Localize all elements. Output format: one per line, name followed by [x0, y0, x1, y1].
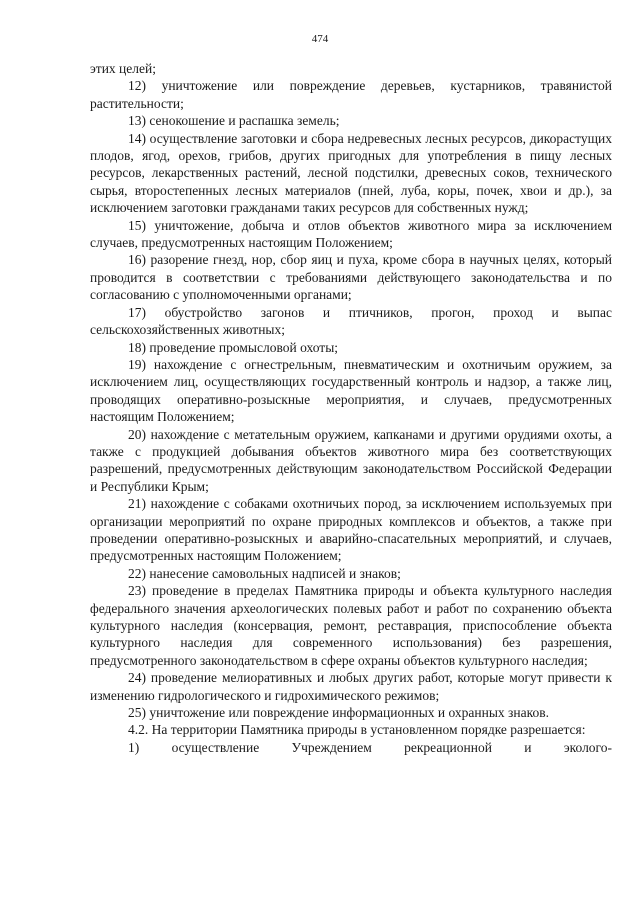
list-item-12: 12) уничтожение или повреждение деревьев, кустарников, травянистой растительности; — [90, 78, 612, 111]
list-item-21: 21) нахождение с собаками охотничьих пород, за исключением используемых при организации мероприятий по охране природных комплексов и объектов, а также при проведении оперативно-розыскных и аварийно-спасательных мероприятий, и случаев, предусмотренных настоящим Положением; — [90, 496, 612, 564]
list-item-17: 17) обустройство загонов и птичников, прогон, проход и выпас сельскохозяйственных животных; — [90, 304, 612, 338]
list-item-16: 16) разорение гнезд, нор, сбор яиц и пуха, кроме сбора в научных целях, который проводится в соответствии с требованиями действующего законодательства и по согласованию с уполномоченными органами; — [90, 252, 612, 303]
document-body — [90, 60, 612, 756]
list-item-20: 20) нахождение с метательным оружием, капканами и другими орудиями охоты, а также с продукцией добывания объектов животного мира без соответствующих разрешений, предусмотренных действующим законодательством Российской Федерации и Республики Крым; — [90, 426, 612, 494]
list-item-24: 24) проведение мелиоративных и любых других работ, которые могут привести к изменению гидрологического и гидрохимического режимов; — [90, 670, 612, 703]
section-4-2-heading: 4.2. На территории Памятника природы в установленном порядке разрешается: — [128, 722, 586, 738]
list-item-22: 22) нанесение самовольных надписей и знаков; — [128, 565, 401, 581]
list-item-14: 14) осуществление заготовки и сбора недревесных лесных ресурсов, дикорастущих плодов, ягод, орехов, грибов, других пригодных для употребления в пищу лесных ресурсов, лекарственных растений, лесной подстилки, древесных соков, технического сырья, второстепенных лесных материалов (пней, луба, коры, почек, хвои и др.), за исключением заготовки гражданами таких ресурсов для собственных нужд; — [90, 130, 612, 216]
list-item-18: 18) проведение промысловой охоты; — [128, 339, 339, 355]
paragraph-continuation: этих целей; — [90, 61, 156, 76]
list-item-13: 13) сенокошение и распашка земель; — [128, 113, 340, 129]
page-number: 474 — [311, 33, 329, 45]
list-item-15: 15) уничтожение, добыча и отлов объектов животного мира за исключением случаев, предусмотренных настоящим Положением; — [90, 217, 612, 251]
list-item-19: 19) нахождение с огнестрельным, пневматическим и охотничьим оружием, за исключением лиц, осуществляющих государственный контроль и надзор, а также лиц, проводящих оперативно-розыскные мероприятия, и случаев, предусмотренных настоящим Положением; — [90, 356, 612, 425]
list-item-23: 23) проведение в пределах Памятника природы и объекта культурного наследия федерального значения археологических полевых работ и работ по сохранению объекта культурного наследия (консервация, ремонт, реставрация, приспособление объекта культурного наследия для современного использования) без разрешения, предусмотренного законодательством в сфере охраны объектов культурного наследия; — [90, 583, 612, 668]
list-item-1: 1) осуществление Учреждением рекреационной и эколого- — [128, 739, 612, 755]
list-item-25: 25) уничтожение или повреждение информационных и охранных знаков. — [128, 705, 549, 721]
